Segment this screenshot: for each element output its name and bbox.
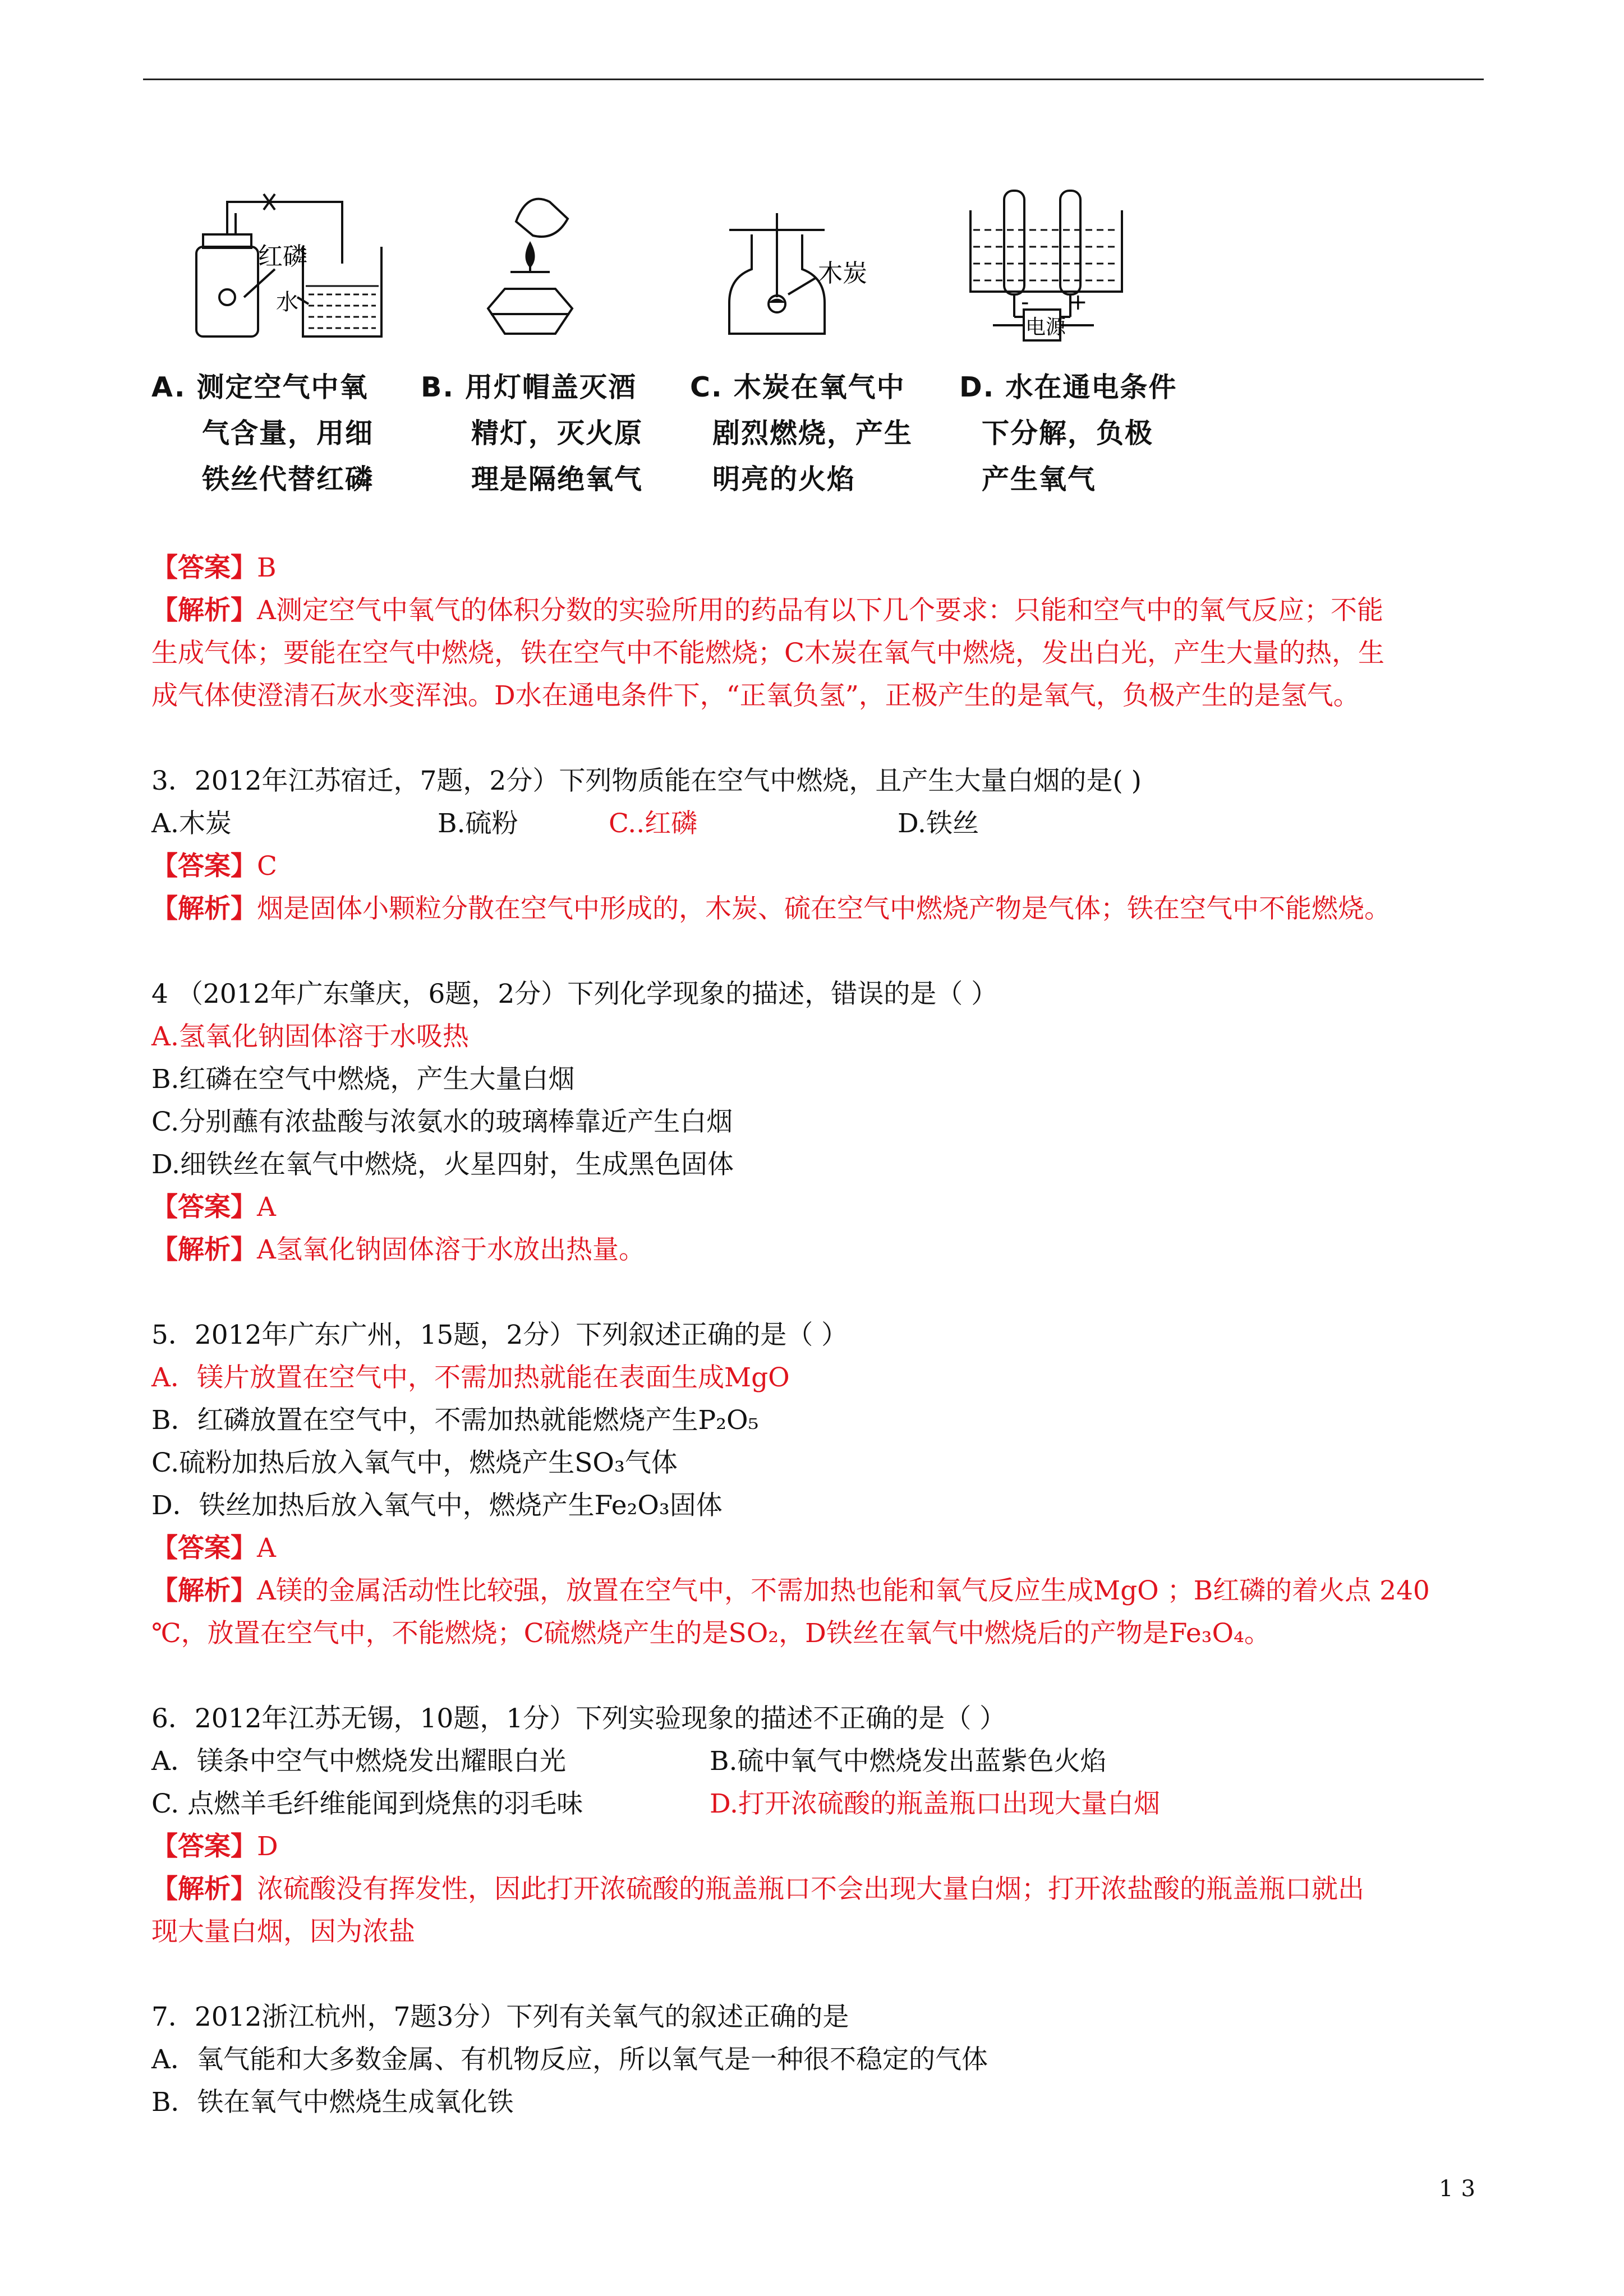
answer-value: A [257, 1533, 276, 1564]
analysis-tag: 【解析】 [151, 1575, 257, 1606]
tag-minus: - [1021, 289, 1029, 315]
q3-answer [151, 845, 277, 888]
caption-d-line-1: 水在通电条件 [1005, 371, 1177, 403]
answer-value: D [257, 1831, 278, 1862]
q5-analysis-line-1 [151, 1570, 1430, 1612]
q3-option-c: C..红磷 [609, 808, 698, 839]
q5-analysis-line-2: ℃，放置在空气中，不能燃烧；C硫燃烧产生的是SO₂，D铁丝在氧气中燃烧后的产物是Fe₃O₄。 [151, 1618, 1271, 1649]
caption-d-line-3: 产生氧气 [982, 463, 1097, 495]
q3-analysis [151, 888, 1391, 930]
analysis-text: A氢氧化钠固体溶于水放出热量。 [257, 1234, 645, 1265]
analysis-tag: 【解析】 [151, 1234, 257, 1265]
q6-analysis-line-1 [151, 1868, 1364, 1911]
q7-stem: 7．2012浙江杭州，7题3分）下列有关氧气的叙述正确的是 [151, 2002, 849, 2032]
q4-analysis [151, 1229, 645, 1271]
caption-a-line-2: 气含量，用细 [202, 417, 374, 449]
answer-value: B [257, 552, 277, 583]
q2-answer [151, 547, 277, 589]
tag-charcoal: 木炭 [818, 259, 867, 288]
caption-a-line-1: 测定空气中氧 [196, 371, 369, 403]
q3-stem: 3．2012年江苏宿迁，7题，2分）下列物质能在空气中燃烧，且产生大量白烟的是( ) [151, 766, 1142, 796]
q5-answer [151, 1527, 276, 1570]
electrolysis-icon [959, 179, 1206, 359]
q6-stem: 6．2012年江苏无锡，10题，1分）下列实验现象的描述不正确的是（ ） [151, 1703, 1006, 1734]
figure-d [959, 179, 1206, 359]
q7-option-a: A．氧气能和大多数金属、有机物反应，所以氧气是一种很不稳定的气体 [151, 2044, 988, 2075]
q5-option-a: A．镁片放置在空气中，不需加热就能在表面生成MgO [151, 1362, 790, 1393]
answer-value: A [257, 1192, 276, 1223]
caption-c [690, 365, 948, 502]
analysis-tag: 【解析】 [151, 893, 257, 924]
caption-c-label: C. [690, 371, 723, 403]
caption-c-line-2: 剧烈燃烧，产生 [712, 417, 913, 449]
caption-b-line-1: 用灯帽盖灭酒 [465, 371, 637, 403]
q6-answer [151, 1825, 278, 1868]
tag-plus: + [1069, 289, 1088, 315]
answer-tag: 【答案】 [151, 1831, 257, 1862]
caption-b [421, 365, 679, 502]
caption-d [959, 365, 1217, 502]
tag-power-source: 电源 [1025, 316, 1066, 339]
q6-analysis-line-2: 现大量白烟，因为浓盐 [151, 1916, 415, 1947]
caption-a-label: A. [151, 371, 186, 403]
answer-tag: 【答案】 [151, 552, 257, 583]
figure-a [151, 179, 398, 359]
figure-row [151, 179, 1217, 538]
q4-option-d: D.细铁丝在氧气中燃烧，火星四射，生成黑色固体 [151, 1149, 734, 1180]
q4-stem: 4 （2012年广东肇庆，6题，2分）下列化学现象的描述，错误的是（ ） [151, 979, 998, 1009]
q5-stem: 5．2012年广东广州，15题，2分）下列叙述正确的是（ ） [151, 1320, 848, 1350]
analysis-text: 浓硫酸没有挥发性，因此打开浓硫酸的瓶盖瓶口不会出现大量白烟；打开浓盐酸的瓶盖瓶口就出 [257, 1874, 1364, 1905]
caption-b-line-3: 理是隔绝氧气 [471, 463, 643, 495]
page-number: 13 [1439, 2176, 1483, 2202]
q4-answer [151, 1186, 276, 1229]
header-rule [143, 79, 1484, 80]
q5-option-d: D．铁丝加热后放入氧气中，燃烧产生Fe₂O₃固体 [151, 1490, 723, 1521]
gas-bottle-apparatus-icon [151, 179, 398, 359]
q4-option-c: C.分别蘸有浓盐酸与浓氨水的玻璃棒靠近产生白烟 [151, 1106, 733, 1137]
q2-analysis-line-2: 生成气体；要能在空气中燃烧，铁在空气中不能燃烧；C木炭在氧气中燃烧，发出白光，产生大量的热，生 [151, 638, 1384, 668]
answer-value: C [257, 851, 277, 882]
analysis-tag: 【解析】 [151, 595, 257, 626]
analysis-text: 烟是固体小颗粒分散在空气中形成的，木炭、硫在空气中燃烧产物是气体；铁在空气中不能燃烧。 [257, 893, 1391, 924]
answer-tag: 【答案】 [151, 1533, 257, 1564]
caption-c-line-1: 木炭在氧气中 [733, 371, 905, 403]
q3-option-d: D.铁丝 [898, 808, 979, 839]
analysis-text: A镁的金属活动性比较强，放置在空气中，不需加热也能和氧气反应生成MgO ；B红磷的着火点 240 [257, 1575, 1430, 1606]
q4-option-a: A.氢氧化钠固体溶于水吸热 [151, 1021, 469, 1052]
q6-option-a: A．镁条中空气中燃烧发出耀眼白光 [151, 1746, 566, 1777]
figure-c [690, 179, 937, 359]
caption-a-line-3: 铁丝代替红磷 [202, 463, 374, 495]
caption-a [151, 365, 410, 502]
figure-b [421, 179, 668, 359]
q3-option-a: A.木炭 [151, 808, 232, 839]
q3-option-b: B.硫粉 [438, 808, 518, 839]
q6-option-d: D.打开浓硫酸的瓶盖瓶口出现大量白烟 [710, 1788, 1160, 1819]
tag-red-phosphorus: 红磷 [258, 242, 307, 271]
q4-option-b: B.红磷在空气中燃烧，产生大量白烟 [151, 1064, 575, 1095]
q6-option-b: B.硫中氧气中燃烧发出蓝紫色火焰 [710, 1746, 1107, 1777]
caption-d-line-2: 下分解，负极 [982, 417, 1154, 449]
caption-c-line-3: 明亮的火焰 [712, 463, 856, 495]
caption-d-label: D. [959, 371, 995, 403]
answer-tag: 【答案】 [151, 1192, 257, 1223]
tag-water: 水 [276, 289, 298, 315]
alcohol-lamp-icon [421, 179, 668, 359]
charcoal-bottle-icon [690, 179, 937, 359]
q2-analysis-line-1 [151, 589, 1383, 632]
caption-b-label: B. [421, 371, 454, 403]
analysis-tag: 【解析】 [151, 1874, 257, 1905]
analysis-text: A测定空气中氧气的体积分数的实验所用的药品有以下几个要求：只能和空气中的氧气反应；不能 [257, 595, 1383, 626]
q5-option-c: C.硫粉加热后放入氧气中，燃烧产生SO₃气体 [151, 1447, 678, 1478]
q7-option-b: B．铁在氧气中燃烧生成氧化铁 [151, 2087, 514, 2118]
answer-tag: 【答案】 [151, 851, 257, 882]
q2-analysis-line-3: 成气体使澄清石灰水变浑浊。D水在通电条件下，“正氧负氢”，正极产生的是氧气，负极产生的是氢气。 [151, 680, 1360, 711]
caption-b-line-2: 精灯，灭火原 [471, 417, 643, 449]
q6-option-c: C. 点燃羊毛纤维能闻到烧焦的羽毛味 [151, 1788, 583, 1819]
q5-option-b: B．红磷放置在空气中，不需加热就能燃烧产生P₂O₅ [151, 1405, 759, 1436]
